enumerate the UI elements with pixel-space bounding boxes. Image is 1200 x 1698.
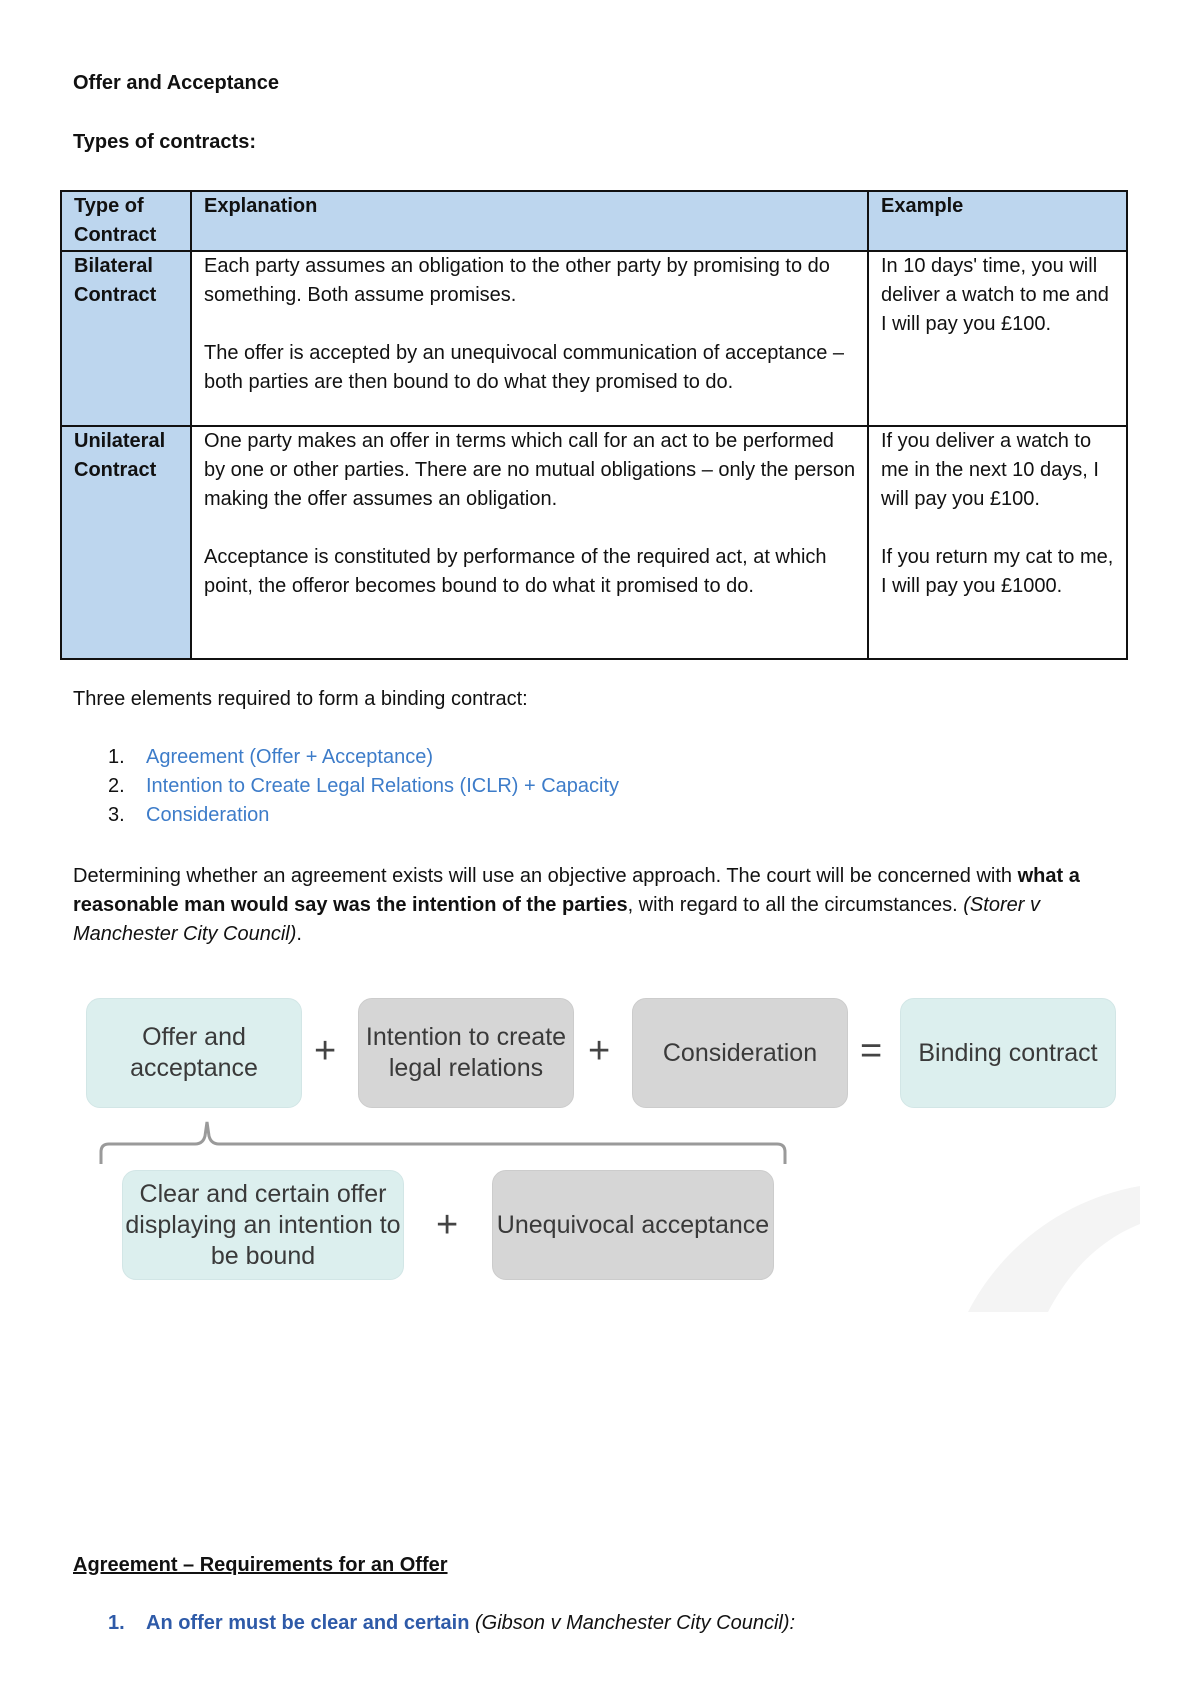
objective-end: . — [296, 923, 302, 945]
plus-sign: + — [436, 1204, 459, 1246]
elements-list — [108, 743, 619, 830]
table-header-cell: Explanation — [191, 191, 868, 251]
document-title: Offer and Acceptance — [73, 72, 279, 94]
list-number: 1. — [108, 1612, 125, 1634]
row-explanation-cell — [191, 426, 868, 659]
objective-paragraph — [73, 862, 1133, 949]
example-paragraph: If you return my cat to me, I will pay you £1000. — [881, 546, 1114, 597]
case-citation: (Gibson v Manchester City Council): — [474, 1612, 796, 1634]
contract-types-table — [60, 190, 1128, 660]
equals-sign: = — [860, 1030, 883, 1072]
diagram-box-intention — [358, 998, 574, 1108]
diagram-box-binding — [900, 998, 1116, 1108]
explanation-paragraph: Each party assumes an obligation to the other party by promising to do something. Both assume promises. — [204, 255, 830, 306]
diagram-box-label: Offer and acceptance — [130, 1023, 258, 1082]
table-row — [61, 426, 1127, 659]
diagram-box-label: Unequivocal acceptance — [496, 1210, 770, 1239]
row-type-cell: Bilateral Contract — [61, 251, 191, 426]
section-heading: Agreement – Requirements for an Offer — [73, 1554, 448, 1576]
section-subtitle: Types of contracts: — [73, 131, 256, 153]
diagram-box-label: Intention to create legal relations — [365, 1023, 567, 1082]
objective-text: Determining whether an agreement exists will use an objective approach. The court will be concerned with — [73, 865, 1018, 887]
list-number: 2. — [108, 775, 125, 797]
requirement-bold-text: An offer must be clear and certain — [146, 1612, 470, 1634]
diagram-brace — [95, 1118, 795, 1166]
diagram-box-clear-offer — [122, 1170, 404, 1280]
table-row — [61, 251, 1127, 426]
list-item — [108, 801, 619, 830]
decorative-arc-shape — [940, 1180, 1140, 1320]
element-link-iclr[interactable]: Intention to Create Legal Relations (ICLR) + Capacity — [146, 775, 620, 797]
diagram-box-offer — [86, 998, 302, 1108]
table-header-cell: Example — [868, 191, 1127, 251]
case-citation: (Storer v Manchester City Council) — [73, 894, 1040, 945]
list-item — [108, 743, 619, 772]
explanation-paragraph: The offer is accepted by an unequivocal communication of acceptance – both parties are then bound to do what they promised to do. — [204, 342, 845, 393]
list-number: 1. — [108, 746, 125, 768]
element-link-agreement[interactable]: Agreement (Offer + Acceptance) — [146, 746, 434, 768]
elements-intro: Three elements required to form a binding contract: — [73, 688, 528, 710]
row-example-cell — [868, 426, 1127, 659]
objective-bold-text: what a reasonable man would say was the intention of the parties — [73, 865, 1080, 916]
requirement-item — [108, 1612, 795, 1635]
row-explanation-cell — [191, 251, 868, 426]
list-item — [108, 772, 619, 801]
example-paragraph: In 10 days' time, you will deliver a watch to me and I will pay you £100. — [881, 255, 1109, 335]
diagram-box-unequivocal — [492, 1170, 774, 1280]
plus-sign: + — [588, 1030, 611, 1072]
plus-sign: + — [314, 1030, 337, 1072]
row-example-cell — [868, 251, 1127, 426]
table-header-row — [61, 191, 1127, 251]
element-link-consideration[interactable]: Consideration — [146, 804, 270, 826]
objective-text: , with regard to all the circumstances. — [627, 894, 964, 916]
diagram-box-label: Binding contract — [918, 1038, 1098, 1067]
diagram-box-label: Clear and certain offer displaying an intention to be bound — [125, 1179, 401, 1270]
diagram-box-consideration — [632, 998, 848, 1108]
row-type-cell: Unilateral Contract — [61, 426, 191, 659]
diagram-box-label: Consideration — [662, 1038, 818, 1067]
example-paragraph: If you deliver a watch to me in the next 10 days, I will pay you £100. — [881, 430, 1099, 510]
explanation-paragraph: Acceptance is constituted by performance of the required act, at which point, the offeror becomes bound to do what it promised to do. — [204, 546, 827, 597]
list-number: 3. — [108, 804, 125, 826]
explanation-paragraph: One party makes an offer in terms which call for an act to be performed by one or other parties. There are no mutual obligations – only the person making the offer assumes an obligation. — [204, 430, 856, 510]
table-header-cell: Type of Contract — [61, 191, 191, 251]
